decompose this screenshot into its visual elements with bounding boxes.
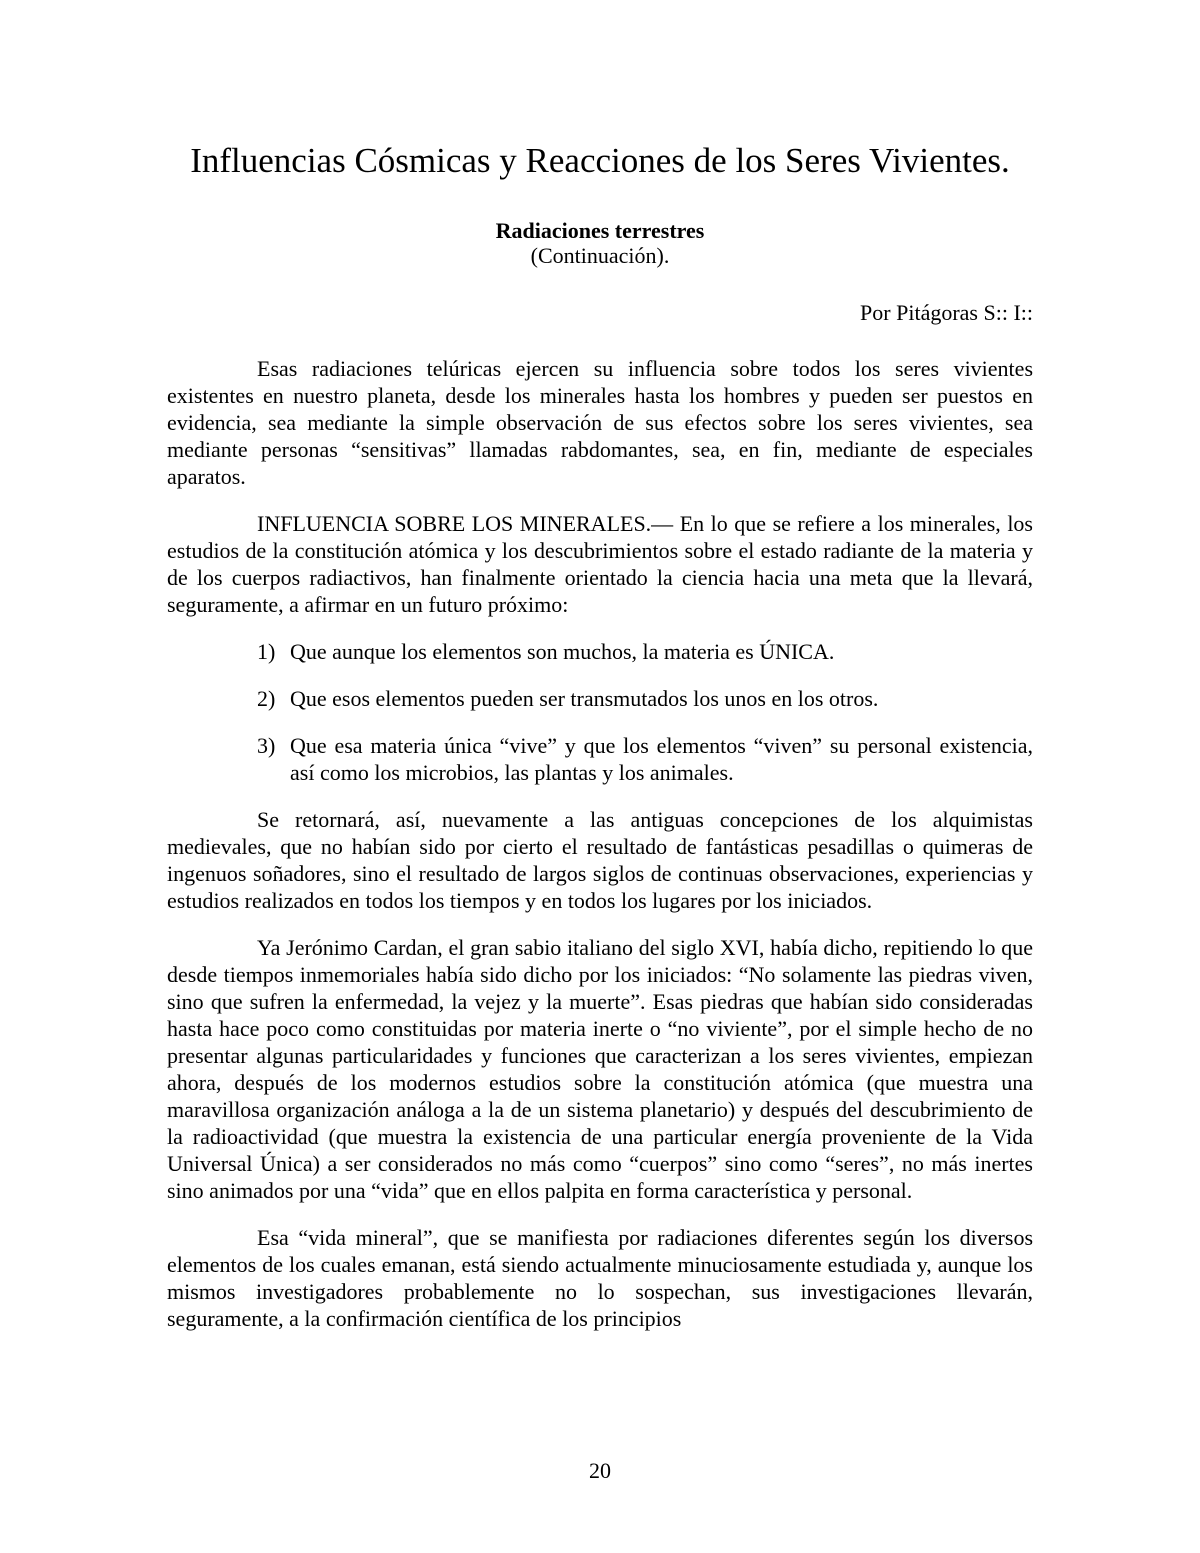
continuation-note: (Continuación). (530, 243, 670, 268)
list-item (167, 638, 1033, 665)
list-number: 2) (257, 686, 276, 711)
body-text (167, 355, 1033, 1352)
list-item-text: Que aunque los elementos son muchos, la materia es ÚNICA. (290, 639, 835, 664)
list-item-text: Que esos elementos pueden ser transmutados los unos en los otros. (290, 686, 879, 711)
author-byline: Por Pitágoras S:: I:: (860, 300, 1033, 325)
list-number: 3) (257, 733, 276, 758)
numbered-list (167, 638, 1033, 786)
section-title: Radiaciones terrestres (495, 218, 705, 243)
list-item (167, 685, 1033, 712)
list-item (167, 732, 1033, 786)
paragraph: Esa “vida mineral”, que se manifiesta por radiaciones diferentes según los diversos elementos de los cuales emanan, está siendo actualmente minuciosamente estudiada y, aunque los mismos investigadores probablemente no lo sospechan, sus investigaciones llevarán, seguramente, a la confirmación científica de los principios (167, 1225, 1033, 1331)
list-number: 1) (257, 639, 276, 664)
paragraph: INFLUENCIA SOBRE LOS MINERALES.— En lo que se refiere a los minerales, los estudios de la constitución atómica y los descubrimientos sobre el estado radiante de la materia y de los cuerpos radiactivos, han finalmente orientado la ciencia hacia una meta que la llevará, seguramente, a afirmar en un futuro próximo: (167, 511, 1033, 617)
paragraph: Se retornará, así, nuevamente a las antiguas concepciones de los alquimistas medievales, que no habían sido por cierto el resultado de fantásticas pesadillas o quimeras de ingenuos soñadores, sino el resultado de largos siglos de continuas observaciones, experiencias y estudios realizados en todos los tiempos y en todos los lugares por los iniciados. (167, 807, 1033, 913)
paragraph: Esas radiaciones telúricas ejercen su influencia sobre todos los seres vivientes existentes en nuestro planeta, desde los minerales hasta los hombres y pueden ser puestos en evidencia, sea mediante la simple observación de sus efectos sobre los seres vivientes, sea mediante personas “sensitivas” llamadas rabdomantes, sea, en fin, mediante de especiales aparatos. (167, 356, 1033, 489)
page-number: 20 (589, 1458, 611, 1483)
list-item-text: Que esa materia única “vive” y que los elementos “viven” su personal existencia, así como los microbios, las plantas y los animales. (290, 733, 1033, 785)
paragraph: Ya Jerónimo Cardan, el gran sabio italiano del siglo XVI, había dicho, repitiendo lo que desde tiempos inmemoriales había sido dicho por los iniciados: “No solamente las piedras viven, sino que sufren la enfermedad, la vejez y la muerte”. Esas piedras que habían sido consideradas hasta hace poco como constituidas por materia inerte o “no viviente”, por el simple hecho de no presentar algunas particularidades y funciones que caracterizan a los seres vivientes, empiezan ahora, después de los modernos estudios sobre la constitución atómica (que muestra una maravillosa organización análoga a la de un sistema planetario) y después del descubrimiento de la radioactividad (que muestra la existencia de una particular energía proveniente de la Vida Universal Única) a ser considerados no más como “cuerpos” sino como “seres”, no más inertes sino animados por una “vida” que en ellos palpita en forma característica y personal. (167, 935, 1033, 1203)
page-title: Influencias Cósmicas y Reacciones de los Seres Vivientes. (190, 141, 1010, 180)
